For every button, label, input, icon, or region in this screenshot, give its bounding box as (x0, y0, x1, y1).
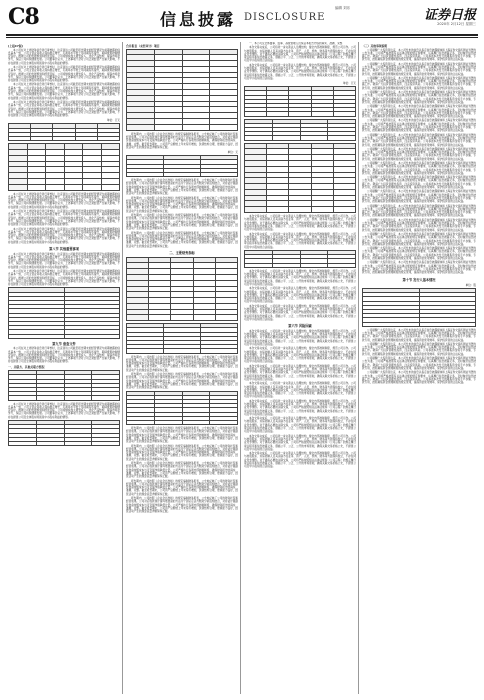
body-paragraph: 报告期内，公司按照《企业会计准则》的规定编制财务报表，公允地反映了公司的财务状况和经营成果。公司对应收款项计提坏账准备的方法为个别认定法与账龄分析法相结合，对存货计提跌价准备按照成本与可变现净值孰低计量。公司严格执行各项内部控制制度，确保财务报告的真实、准确、完整。截至报告期末，公司资产总额较上年末有所增加，负债结构合理，偿债能力良好，经营活动产生的现金流量净额保持正数。 (126, 497, 238, 514)
section-heading: 第十节 发行人基本情况 (402, 277, 436, 282)
body-paragraph: 本公司在对上述财务信息进行审核时，注意到该公司截至报告期末的经营情况与前期披露的信息基本一致，公司主营业务收入保持稳定增长，毛利率水平较上年同期有所提升，期间费用控制情况良好。根据公司的发展规划和经营目标，公司将继续加大研发投入，优化产品结构，提高市场竞争力，保证公司持续健康发展。公司董事会认为，上述事项不会对公司正常经营产生重大影响，不存在损害公司及全体股东特别是中小股东利益的情形。 (8, 65, 120, 83)
table-heading: 合并报表（未经审计）项目 (126, 43, 160, 48)
issue-date: 2020年 2月12日 星期三 (437, 22, 476, 26)
body-paragraph: 公司提醒广大投资者注意，本公司发布的信息以指定信息披露媒体和上海证券交易所网站刊登的公告为准。公司将严格按照有关法律法规的规定和要求，认真履行信息披露义务，及时做好信息披露工作。敬请广大投资者理性投资，注意投资风险。公司承诺本次发行的募集资金将专户存储、专款专用，按照募集资金管理制度的规定使用，提高资金使用效率，保护投资者的合法权益。 (362, 133, 476, 147)
column-3 (244, 42, 356, 694)
body-paragraph: 本次交易完成后，公司将进一步完善法人治理结构，健全内部控制制度，规范公司运作。公司与控股股东、实际控制人及其关联方在业务、资产、人员、机构、财务等方面保持独立，不存在同业竞争情形。对于确有必要的关联交易，公司将严格按照相关法律法规和《公司章程》的规定履行审议程序和信息披露义务，遵循公平、公正、公开的市场原则，确保关联交易价格公允，不损害公司及中小股东的合法权益。 (244, 232, 356, 249)
body-paragraph: 本次交易完成后，公司将进一步完善法人治理结构，健全内部控制制度，规范公司运作。公司与控股股东、实际控制人及其关联方在业务、资产、人员、机构、财务等方面保持独立，不存在同业竞争情形。对于确有必要的关联交易，公司将严格按照相关法律法规和《公司章程》的规定履行审议程序和信息披露义务，遵循公平、公正、公开的市场原则，确保关联交易价格公允，不损害公司及中小股东的合法权益。 (244, 215, 356, 232)
issuer-info-table (362, 288, 476, 327)
body-paragraph: 本公司在对上述财务信息进行审核时，注意到该公司截至报告期末的经营情况与前期披露的信息基本一致，公司主营业务收入保持稳定增长，毛利率水平较上年同期有所提升，期间费用控制情况良好。根据公司的发展规划和经营目标，公司将继续加大研发投入，优化产品结构，提高市场竞争力，保证公司持续健康发展。公司董事会认为，上述事项不会对公司正常经营产生重大影响，不存在损害公司及全体股东特别是中小股东利益的情形。 (8, 48, 120, 65)
body-paragraph: 本公司在对上述财务信息进行审核时，注意到该公司截至报告期末的经营情况与前期披露的信息基本一致，公司主营业务收入保持稳定增长，毛利率水平较上年同期有所提升，期间费用控制情况良好。根据公司的发展规划和经营目标，公司将继续加大研发投入，优化产品结构，提高市场竞争力，保证公司持续健康发展。公司董事会认为，上述事项不会对公司正常经营产生重大影响，不存在损害公司及全体股东特别是中小股东利益的情形。 (8, 210, 120, 227)
body-paragraph: 本公司在对上述财务信息进行审核时，注意到该公司截至报告期末的经营情况与前期披露的信息基本一致，公司主营业务收入保持稳定增长，毛利率水平较上年同期有所提升，期间费用控制情况良好。根据公司的发展规划和经营目标，公司将继续加大研发投入，优化产品结构，提高市场竞争力，保证公司持续健康发展。公司董事会认为，上述事项不会对公司正常经营产生重大影响，不存在损害公司及全体股东特别是中小股东利益的情形。 (8, 192, 120, 209)
body-paragraph: 公司提醒广大投资者注意，本公司发布的信息以指定信息披露媒体和上海证券交易所网站刊登的公告为准。公司将严格按照有关法律法规的规定和要求，认真履行信息披露义务，及时做好信息披露工作。敬请广大投资者理性投资，注意投资风险。公司承诺本次发行的募集资金将专户存储、专款专用，按照募集资金管理制度的规定使用，提高资金使用效率，保护投资者的合法权益。 (362, 342, 476, 356)
body-paragraph: 报告期内，公司按照《企业会计准则》的规定编制财务报表，公允地反映了公司的财务状况和经营成果。公司对应收款项计提坏账准备的方法为个别认定法与账龄分析法相结合，对存货计提跌价准备按照成本与可变现净值孰低计量。公司严格执行各项内部控制制度，确保财务报告的真实、准确、完整。截至报告期末，公司资产总额较上年末有所增加，负债结构合理，偿债能力良好，经营活动产生的现金流量净额保持正数。 (126, 196, 238, 213)
body-paragraph: 公司提醒广大投资者注意，本公司发布的信息以指定信息披露媒体和上海证券交易所网站刊登的公告为准。公司将严格按照有关法律法规的规定和要求，认真履行信息披露义务，及时做好信息披露工作。敬请广大投资者理性投资，注意投资风险。公司承诺本次发行的募集资金将专户存储、专款专用，按照募集资金管理制度的规定使用，提高资金使用效率，保护投资者的合法权益。 (362, 162, 476, 175)
masthead-rule-thin (6, 37, 478, 38)
body-paragraph: 公司提醒广大投资者注意，本公司发布的信息以指定信息披露媒体和上海证券交易所网站刊登的公告为准。公司将严格按照有关法律法规的规定和要求，认真履行信息披露义务，及时做好信息披露工作。敬请广大投资者理性投资，注意投资风险。公司承诺本次发行的募集资金将专户存储、专款专用，按照募集资金管理制度的规定使用，提高资金使用效率，保护投资者的合法权益。 (362, 204, 476, 218)
financial-table (244, 119, 356, 141)
body-paragraph: 公司提醒广大投资者注意，本公司发布的信息以指定信息披露媒体和上海证券交易所网站刊登的公告为准。公司将严格按照有关法律法规的规定和要求，认真履行信息披露义务，及时做好信息披露工作。敬请广大投资者理性投资，注意投资风险。公司承诺本次发行的募集资金将专户存储、专款专用，按照募集资金管理制度的规定使用，提高资金使用效率，保护投资者的合法权益。 (362, 119, 476, 133)
section-title: 信息披露 (160, 10, 237, 29)
body-paragraph: 公司提醒广大投资者注意，本公司发布的信息以指定信息披露媒体和上海证券交易所网站刊登的公告为准。公司将严格按照有关法律法规的规定和要求，认真履行信息披露义务，及时做好信息披露工作。敬请广大投资者理性投资，注意投资风险。公司承诺本次发行的募集资金将专户存储、专款专用，按照募集资金管理制度的规定使用，提高资金使用效率，保护投资者的合法权益。 (362, 48, 476, 62)
body-paragraph: 公司提醒广大投资者注意，本公司发布的信息以指定信息披露媒体和上海证券交易所网站刊登的公告为准。公司将严格按照有关法律法规的规定和要求，认真履行信息披露义务，及时做好信息披露工作。敬请广大投资者理性投资，注意投资风险。公司承诺本次发行的募集资金将专户存储、专款专用，按照募集资金管理制度的规定使用，提高资金使用效率，保护投资者的合法权益。 (362, 62, 476, 76)
body-paragraph: 报告期内，公司按照《企业会计准则》的规定编制财务报表，公允地反映了公司的财务状况和经营成果。公司对应收款项计提坏账准备的方法为个别认定法与账龄分析法相结合，对存货计提跌价准备按照成本与可变现净值孰低计量。公司严格执行各项内部控制制度，确保财务报告的真实、准确、完整。截至报告期末，公司资产总额较上年末有所增加，负债结构合理，偿债能力良好，经营活动产生的现金流量净额保持正数。 (126, 179, 238, 196)
column-divider (122, 42, 123, 694)
body-paragraph: 公司提醒广大投资者注意，本公司发布的信息以指定信息披露媒体和上海证券交易所网站刊登的公告为准。公司将严格按照有关法律法规的规定和要求，认真履行信息披露义务，及时做好信息披露工作。敬请广大投资者理性投资，注意投资风险。公司承诺本次发行的募集资金将专户存储、专款专用，按照募集资金管理制度的规定使用，提高资金使用效率，保护投资者的合法权益。 (362, 371, 476, 385)
body-paragraph: 本次交易完成后，公司将进一步完善法人治理结构，健全内部控制制度，规范公司运作。公司与控股股东、实际控制人及其关联方在业务、资产、人员、机构、财务等方面保持独立，不存在同业竞争情形。对于确有必要的关联交易，公司将严格按照相关法律法规和《公司章程》的规定履行审议程序和信息披露义务，遵循公平、公正、公开的市场原则，确保关联交易价格公允，不损害公司及中小股东的合法权益。 (244, 452, 356, 469)
body-paragraph: 公司提醒广大投资者注意，本公司发布的信息以指定信息披露媒体和上海证券交易所网站刊登的公告为准。公司将严格按照有关法律法规的规定和要求，认真履行信息披露义务，及时做好信息披露工作。敬请广大投资者理性投资，注意投资风险。公司承诺本次发行的募集资金将专户存储、专款专用，按照募集资金管理制度的规定使用，提高资金使用效率，保护投资者的合法权益。 (362, 76, 476, 90)
body-paragraph: 本次交易完成后，公司将进一步完善法人治理结构，健全内部控制制度，规范公司运作。公司与控股股东、实际控制人及其关联方在业务、资产、人员、机构、财务等方面保持独立，不存在同业竞争情形。对于确有必要的关联交易，公司将严格按照相关法律法规和《公司章程》的规定履行审议程序和信息披露义务，遵循公平、公正、公开的市场原则，确保关联交易价格公允，不损害公司及中小股东的合法权益。 (244, 434, 356, 451)
financial-table (8, 123, 120, 141)
body-paragraph: 本公司在对上述财务信息进行审核时，注意到该公司截至报告期末的经营情况与前期披露的信息基本一致，公司主营业务收入保持稳定增长，毛利率水平较上年同期有所提升，期间费用控制情况良好。根据公司的发展规划和经营目标，公司将继续加大研发投入，优化产品结构，提高市场竞争力，保证公司持续健康发展。公司董事会认为，上述事项不会对公司正常经营产生重大影响，不存在损害公司及全体股东特别是中小股东利益的情形。 (8, 83, 120, 100)
body-paragraph: 公司提醒广大投资者注意，本公司发布的信息以指定信息披露媒体和上海证券交易所网站刊登的公告为准。公司将严格按照有关法律法规的规定和要求，认真履行信息披露义务，及时做好信息披露工作。敬请广大投资者理性投资，注意投资风险。公司承诺本次发行的募集资金将专户存储、专款专用，按照募集资金管理制度的规定使用，提高资金使用效率，保护投资者的合法权益。 (362, 328, 476, 342)
body-paragraph: 报告期内，公司按照《企业会计准则》的规定编制财务报表，公允地反映了公司的财务状况和经营成果。公司对应收款项计提坏账准备的方法为个别认定法与账龄分析法相结合，对存货计提跌价准备按照成本与可变现净值孰低计量。公司严格执行各项内部控制制度，确保财务报告的真实、准确、完整。截至报告期末，公司资产总额较上年末有所增加，负债结构合理，偿债能力良好，经营活动产生的现金流量净额保持正数。 (126, 479, 238, 496)
section-heading: 第六节 风险因素 (288, 324, 312, 329)
related-party-table (8, 370, 120, 400)
page-code: C8 (8, 4, 39, 30)
column-divider (358, 42, 359, 694)
body-paragraph: 本次交易完成后，公司将进一步完善法人治理结构，健全内部控制制度，规范公司运作。公司与控股股东、实际控制人及其关联方在业务、资产、人员、机构、财务等方面保持独立，不存在同业竞争情形。对于确有必要的关联交易，公司将严格按照相关法律法规和《公司章程》的规定履行审议程序和信息披露义务，遵循公平、公正、公开的市场原则，确保关联交易价格公允，不损害公司及中小股东的合法权益。 (244, 364, 356, 381)
body-paragraph: 本公司在对上述财务信息进行审核时，注意到该公司截至报告期末的经营情况与前期披露的信息基本一致，公司主营业务收入保持稳定增长，毛利率水平较上年同期有所提升，期间费用控制情况良好。根据公司的发展规划和经营目标，公司将继续加大研发投入，优化产品结构，提高市场竞争力，保证公司持续健康发展。公司董事会认为，上述事项不会对公司正常经营产生重大影响，不存在损害公司及全体股东特别是中小股东利益的情形。 (8, 402, 120, 419)
section-title-english: DISCLOSURE (244, 12, 326, 23)
column-divider (240, 42, 241, 694)
body-paragraph: 本次交易完成后，公司将进一步完善法人治理结构，健全内部控制制度，规范公司运作。公司与控股股东、实际控制人及其关联方在业务、资产、人员、机构、财务等方面保持独立，不存在同业竞争情形。对于确有必要的关联交易，公司将严格按照相关法律法规和《公司章程》的规定履行审议程序和信息披露义务，遵循公平、公正、公开的市场原则，确保关联交易价格公允，不损害公司及中小股东的合法权益。 (244, 304, 356, 321)
table-caption: 单位：万元 (343, 82, 356, 86)
body-paragraph: 本公司在对上述财务信息进行审核时，注意到该公司截至报告期末的经营情况与前期披露的信息基本一致，公司主营业务收入保持稳定增长，毛利率水平较上年同期有所提升，期间费用控制情况良好。根据公司的发展规划和经营目标，公司将继续加大研发投入，优化产品结构，提高市场竞争力，保证公司持续健康发展。公司董事会认为，上述事项不会对公司正常经营产生重大影响，不存在损害公司及全体股东特别是中小股东利益的情形。 (8, 100, 120, 118)
subsection-heading: 一、关联方、其他关联方情况 (8, 365, 45, 370)
body-paragraph: 本公司在对上述财务信息进行审核时，注意到该公司截至报告期末的经营情况与前期披露的信息基本一致，公司主营业务收入保持稳定增长，毛利率水平较上年同期有所提升，期间费用控制情况良好。根据公司的发展规划和经营目标，公司将继续加大研发投入，优化产品结构，提高市场竞争力，保证公司持续健康发展。公司董事会认为，上述事项不会对公司正常经营产生重大影响，不存在损害公司及全体股东特别是中小股东利益的情形。 (8, 252, 120, 269)
body-paragraph: 本次交易完成后，公司将进一步完善法人治理结构，健全内部控制制度，规范公司运作。公司与控股股东、实际控制人及其关联方在业务、资产、人员、机构、财务等方面保持独立，不存在同业竞争情形。对于确有必要的关联交易，公司将严格按照相关法律法规和《公司章程》的规定履行审议程序和信息披露义务，遵循公平、公正、公开的市场原则，确保关联交易价格公允，不损害公司及中小股东的合法权益。 (244, 347, 356, 364)
body-paragraph: 公司提醒广大投资者注意，本公司发布的信息以指定信息披露媒体和上海证券交易所网站刊登的公告为准。公司将严格按照有关法律法规的规定和要求，认真履行信息披露义务，及时做好信息披露工作。敬请广大投资者理性投资，注意投资风险。公司承诺本次发行的募集资金将专户存储、专款专用，按照募集资金管理制度的规定使用，提高资金使用效率，保护投资者的合法权益。 (362, 91, 476, 104)
body-paragraph: 报告期内，公司按照《企业会计准则》的规定编制财务报表，公允地反映了公司的财务状况和经营成果。公司对应收款项计提坏账准备的方法为个别认定法与账龄分析法相结合，对存货计提跌价准备按照成本与可变现净值孰低计量。公司严格执行各项内部控制制度，确保财务报告的真实、准确、完整。截至报告期末，公司资产总额较上年末有所增加，负债结构合理，偿债能力良好，经营活动产生的现金流量净额保持正数。 (126, 373, 238, 390)
table-caption: 单位：股 (465, 284, 476, 287)
table-caption: 单位：万元 (107, 119, 120, 123)
section-heading: 二、主要财务指标 (169, 251, 195, 256)
body-paragraph: 本公司在对上述财务信息进行审核时，注意到该公司截至报告期末的经营情况与前期披露的信息基本一致，公司主营业务收入保持稳定增长，毛利率水平较上年同期有所提升，期间费用控制情况良好。根据公司的发展规划和经营目标，公司将继续加大研发投入，优化产品结构，提高市场竞争力，保证公司持续健康发展。公司董事会认为，上述事项不会对公司正常经营产生重大影响，不存在损害公司及全体股东特别是中小股东利益的情形。 (8, 347, 120, 364)
financial-table (126, 391, 238, 426)
financial-table (126, 155, 238, 177)
related-party-table (8, 420, 120, 446)
column-2 (126, 42, 238, 694)
body-paragraph: 报告期内，公司按照《企业会计准则》的规定编制财务报表，公允地反映了公司的财务状况和经营成果。公司对应收款项计提坏账准备的方法为个别认定法与账龄分析法相结合，对存货计提跌价准备按照成本与可变现净值孰低计量。公司严格执行各项内部控制制度，确保财务报告的真实、准确、完整。截至报告期末，公司资产总额较上年末有所增加，负债结构合理，偿债能力良好，经营活动产生的现金流量净额保持正数。 (126, 355, 238, 372)
masthead (0, 0, 484, 40)
body-paragraph: 公司提醒广大投资者注意，本公司发布的信息以指定信息披露媒体和上海证券交易所网站刊登的公告为准。公司将严格按照有关法律法规的规定和要求，认真履行信息披露义务，及时做好信息披露工作。敬请广大投资者理性投资，注意投资风险。公司承诺本次发行的募集资金将专户存储、专款专用，按照募集资金管理制度的规定使用，提高资金使用效率，保护投资者的合法权益。 (362, 105, 476, 119)
body-paragraph: 报告期内，公司按照《企业会计准则》的规定编制财务报表，公允地反映了公司的财务状况和经营成果。公司对应收款项计提坏账准备的方法为个别认定法与账龄分析法相结合，对存货计提跌价准备按照成本与可变现净值孰低计量。公司严格执行各项内部控制制度，确保财务报告的真实、准确、完整。截至报告期末，公司资产总额较上年末有所增加，负债结构合理，偿债能力良好，经营活动产生的现金流量净额保持正数。 (126, 214, 238, 231)
table-caption: 单位：元 (227, 151, 238, 155)
financial-table (244, 86, 356, 116)
column-4 (362, 42, 476, 694)
masthead-rule (6, 34, 478, 36)
body-paragraph: 公司提醒广大投资者注意，本公司发布的信息以指定信息披露媒体和上海证券交易所网站刊登的公告为准。公司将严格按照有关法律法规的规定和要求，认真履行信息披露义务，及时做好信息披露工作。敬请广大投资者理性投资，注意投资风险。公司承诺本次发行的募集资金将专户存储、专款专用，按照募集资金管理制度的规定使用，提高资金使用效率，保护投资者的合法权益。 (362, 176, 476, 190)
financial-table (8, 143, 120, 190)
continuation-note: (上接C7版) (8, 43, 23, 48)
body-paragraph: 报告期内，公司按照《企业会计准则》的规定编制财务报表，公允地反映了公司的财务状况和经营成果。公司对应收款项计提坏账准备的方法为个别认定法与账龄分析法相结合，对存货计提跌价准备按照成本与可变现净值孰低计量。公司严格执行各项内部控制制度，确保财务报告的真实、准确、完整。截至报告期末，公司资产总额较上年末有所增加，负债结构合理，偿债能力良好，经营活动产生的现金流量净额保持正数。 (126, 427, 238, 444)
body-paragraph: 公司提醒广大投资者注意，本公司发布的信息以指定信息披露媒体和上海证券交易所网站刊登的公告为准。公司将严格按照有关法律法规的规定和要求，认真履行信息披露义务，及时做好信息披露工作。敬请广大投资者理性投资，注意投资风险。公司承诺本次发行的募集资金将专户存储、专款专用，按照募集资金管理制度的规定使用，提高资金使用效率，保护投资者的合法权益。 (362, 218, 476, 232)
body-paragraph: 本次交易完成后，公司将进一步完善法人治理结构，健全内部控制制度，规范公司运作。公司与控股股东、实际控制人及其关联方在业务、资产、人员、机构、财务等方面保持独立，不存在同业竞争情形。对于确有必要的关联交易，公司将严格按照相关法律法规和《公司章程》的规定履行审议程序和信息披露义务，遵循公平、公正、公开的市场原则，确保关联交易价格公允，不损害公司及中小股东的合法权益。 (244, 417, 356, 434)
body-paragraph: 公司提醒广大投资者注意，本公司发布的信息以指定信息披露媒体和上海证券交易所网站刊登的公告为准。公司将严格按照有关法律法规的规定和要求，认真履行信息披露义务，及时做好信息披露工作。敬请广大投资者理性投资，注意投资风险。公司承诺本次发行的募集资金将专户存储、专款专用，按照募集资金管理制度的规定使用，提高资金使用效率，保护投资者的合法权益。 (362, 357, 476, 370)
subsection-heading: （三）其他事项说明 (362, 43, 388, 48)
body-paragraph: 公司提醒广大投资者注意，本公司发布的信息以指定信息披露媒体和上海证券交易所网站刊登的公告为准。公司将严格按照有关法律法规的规定和要求，认真履行信息披露义务，及时做好信息披露工作。敬请广大投资者理性投资，注意投资风险。公司承诺本次发行的募集资金将专户存储、专款专用，按照募集资金管理制度的规定使用，提高资金使用效率，保护投资者的合法权益。 (362, 261, 476, 275)
financial-table (126, 323, 238, 353)
newspaper-logo: 证券日报 (423, 8, 476, 23)
body-paragraph: 公司提醒广大投资者注意，本公司发布的信息以指定信息披露媒体和上海证券交易所网站刊登的公告为准。公司将严格按照有关法律法规的规定和要求，认真履行信息披露义务，及时做好信息披露工作。敬请广大投资者理性投资，注意投资风险。公司承诺本次发行的募集资金将专户存储、专款专用，按照募集资金管理制度的规定使用，提高资金使用效率，保护投资者的合法权益。 (362, 232, 476, 246)
body-paragraph: 本公司在对上述财务信息进行审核时，注意到该公司截至报告期末的经营情况与前期披露的信息基本一致，公司主营业务收入保持稳定增长，毛利率水平较上年同期有所提升，期间费用控制情况良好。根据公司的发展规划和经营目标，公司将继续加大研发投入，优化产品结构，提高市场竞争力，保证公司持续健康发展。公司董事会认为，上述事项不会对公司正常经营产生重大影响，不存在损害公司及全体股东特别是中小股东利益的情形。 (8, 227, 120, 244)
info-table (8, 287, 120, 338)
body-paragraph: 公司提醒广大投资者注意，本公司发布的信息以指定信息披露媒体和上海证券交易所网站刊登的公告为准。公司将严格按照有关法律法规的规定和要求，认真履行信息披露义务，及时做好信息披露工作。敬请广大投资者理性投资，注意投资风险。公司承诺本次发行的募集资金将专户存储、专款专用，按照募集资金管理制度的规定使用，提高资金使用效率，保护投资者的合法权益。 (362, 190, 476, 204)
body-paragraph: 一、本公司及全体董事、监事、高级管理人员保证本报告内容的真实、准确、完整 (249, 42, 343, 45)
financial-table (244, 250, 356, 268)
body-paragraph: 报告期内，公司按照《企业会计准则》的规定编制财务报表，公允地反映了公司的财务状况和经营成果。公司对应收款项计提坏账准备的方法为个别认定法与账龄分析法相结合，对存货计提跌价准备按照成本与可变现净值孰低计量。公司严格执行各项内部控制制度，确保财务报告的真实、准确、完整。截至报告期末，公司资产总额较上年末有所增加，负债结构合理，偿债能力良好，经营活动产生的现金流量净额保持正数。 (126, 462, 238, 479)
section-heading: 第八节 其他重要事项 (49, 247, 79, 252)
body-paragraph: 报告期内，公司按照《企业会计准则》的规定编制财务报表，公允地反映了公司的财务状况和经营成果。公司对应收款项计提坏账准备的方法为个别认定法与账龄分析法相结合，对存货计提跌价准备按照成本与可变现净值孰低计量。公司严格执行各项内部控制制度，确保财务报告的真实、准确、完整。截至报告期末，公司资产总额较上年末有所增加，负债结构合理，偿债能力良好，经营活动产生的现金流量净额保持正数。 (126, 231, 238, 248)
body-paragraph: 本次交易完成后，公司将进一步完善法人治理结构，健全内部控制制度，规范公司运作。公司与控股股东、实际控制人及其关联方在业务、资产、人员、机构、财务等方面保持独立，不存在同业竞争情形。对于确有必要的关联交易，公司将严格按照相关法律法规和《公司章程》的规定履行审议程序和信息披露义务，遵循公平、公正、公开的市场原则，确保关联交易价格公允，不损害公司及中小股东的合法权益。 (244, 63, 356, 80)
body-paragraph: 本次交易完成后，公司将进一步完善法人治理结构，健全内部控制制度，规范公司运作。公司与控股股东、实际控制人及其关联方在业务、资产、人员、机构、财务等方面保持独立，不存在同业竞争情形。对于确有必要的关联交易，公司将严格按照相关法律法规和《公司章程》的规定履行审议程序和信息披露义务，遵循公平、公正、公开的市场原则，确保关联交易价格公允，不损害公司及中小股东的合法权益。 (244, 287, 356, 304)
body-paragraph: 公司提醒广大投资者注意，本公司发布的信息以指定信息披露媒体和上海证券交易所网站刊登的公告为准。公司将严格按照有关法律法规的规定和要求，认真履行信息披露义务，及时做好信息披露工作。敬请广大投资者理性投资，注意投资风险。公司承诺本次发行的募集资金将专户存储、专款专用，按照募集资金管理制度的规定使用，提高资金使用效率，保护投资者的合法权益。 (362, 147, 476, 161)
body-paragraph: 本次交易完成后，公司将进一步完善法人治理结构，健全内部控制制度，规范公司运作。公司与控股股东、实际控制人及其关联方在业务、资产、人员、机构、财务等方面保持独立，不存在同业竞争情形。对于确有必要的关联交易，公司将严格按照相关法律法规和《公司章程》的规定履行审议程序和信息披露义务，遵循公平、公正、公开的市场原则，确保关联交易价格公允，不损害公司及中小股东的合法权益。 (244, 382, 356, 399)
editor-credit: 编辑 刘乐 (335, 6, 351, 10)
column-1 (8, 42, 120, 694)
body-paragraph: 本次交易完成后，公司将进一步完善法人治理结构，健全内部控制制度，规范公司运作。公司与控股股东、实际控制人及其关联方在业务、资产、人员、机构、财务等方面保持独立，不存在同业竞争情形。对于确有必要的关联交易，公司将严格按照相关法律法规和《公司章程》的规定履行审议程序和信息披露义务，遵循公平、公正、公开的市场原则，确保关联交易价格公允，不损害公司及中小股东的合法权益。 (244, 46, 356, 63)
body-paragraph: 公司提醒广大投资者注意，本公司发布的信息以指定信息披露媒体和上海证券交易所网站刊登的公告为准。公司将严格按照有关法律法规的规定和要求，认真履行信息披露义务，及时做好信息披露工作。敬请广大投资者理性投资，注意投资风险。公司承诺本次发行的募集资金将专户存储、专款专用，按照募集资金管理制度的规定使用，提高资金使用效率，保护投资者的合法权益。 (362, 247, 476, 261)
body-paragraph: 本次交易完成后，公司将进一步完善法人治理结构，健全内部控制制度，规范公司运作。公司与控股股东、实际控制人及其关联方在业务、资产、人员、机构、财务等方面保持独立，不存在同业竞争情形。对于确有必要的关联交易，公司将严格按照相关法律法规和《公司章程》的规定履行审议程序和信息披露义务，遵循公平、公正、公开的市场原则，确保关联交易价格公允，不损害公司及中小股东的合法权益。 (244, 399, 356, 416)
body-paragraph: 报告期内，公司按照《企业会计准则》的规定编制财务报表，公允地反映了公司的财务状况和经营成果。公司对应收款项计提坏账准备的方法为个别认定法与账龄分析法相结合，对存货计提跌价准备按照成本与可变现净值孰低计量。公司严格执行各项内部控制制度，确保财务报告的真实、准确、完整。截至报告期末，公司资产总额较上年末有所增加，负债结构合理，偿债能力良好，经营活动产生的现金流量净额保持正数。 (126, 444, 238, 461)
body-paragraph: 报告期内，公司按照《企业会计准则》的规定编制财务报表，公允地反映了公司的财务状况和经营成果。公司对应收款项计提坏账准备的方法为个别认定法与账龄分析法相结合，对存货计提跌价准备按照成本与可变现净值孰低计量。公司严格执行各项内部控制制度，确保财务报告的真实、准确、完整。截至报告期末，公司资产总额较上年末有所增加，负债结构合理，偿债能力良好，经营活动产生的现金流量净额保持正数。 (126, 132, 238, 149)
financial-table (126, 257, 238, 322)
financial-table (126, 49, 238, 131)
financial-table (244, 143, 356, 214)
section-heading: 第九节 备查文件 (52, 341, 76, 346)
body-paragraph: 本次交易完成后，公司将进一步完善法人治理结构，健全内部控制制度，规范公司运作。公司与控股股东、实际控制人及其关联方在业务、资产、人员、机构、财务等方面保持独立，不存在同业竞争情形。对于确有必要的关联交易，公司将严格按照相关法律法规和《公司章程》的规定履行审议程序和信息披露义务，遵循公平、公正、公开的市场原则，确保关联交易价格公允，不损害公司及中小股东的合法权益。 (244, 329, 356, 346)
body-paragraph: 本公司在对上述财务信息进行审核时，注意到该公司截至报告期末的经营情况与前期披露的信息基本一致，公司主营业务收入保持稳定增长，毛利率水平较上年同期有所提升，期间费用控制情况良好。根据公司的发展规划和经营目标，公司将继续加大研发投入，优化产品结构，提高市场竞争力，保证公司持续健康发展。公司董事会认为，上述事项不会对公司正常经营产生重大影响，不存在损害公司及全体股东特别是中小股东利益的情形。 (8, 270, 120, 287)
body-paragraph: 本次交易完成后，公司将进一步完善法人治理结构，健全内部控制制度，规范公司运作。公司与控股股东、实际控制人及其关联方在业务、资产、人员、机构、财务等方面保持独立，不存在同业竞争情形。对于确有必要的关联交易，公司将严格按照相关法律法规和《公司章程》的规定履行审议程序和信息披露义务，遵循公平、公正、公开的市场原则，确保关联交易价格公允，不损害公司及中小股东的合法权益。 (244, 269, 356, 286)
